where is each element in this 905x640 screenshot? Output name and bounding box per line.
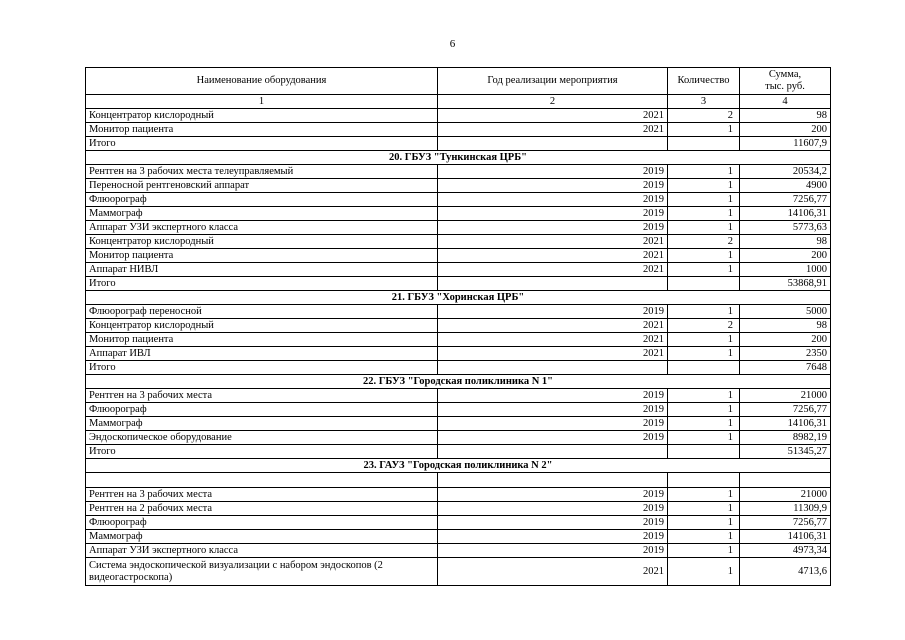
- quantity: 1: [668, 263, 740, 277]
- quantity: 2: [668, 235, 740, 249]
- equipment-name: Концентратор кислородный: [86, 319, 438, 333]
- sum-thousand-rub: 200: [740, 249, 831, 263]
- implementation-year: 2019: [438, 544, 668, 558]
- equipment-name: Флюорограф: [86, 516, 438, 530]
- total-row: [86, 137, 831, 151]
- sum-thousand-rub: 14106,31: [740, 417, 831, 431]
- sum-thousand-rub: 4713,6: [740, 558, 831, 586]
- quantity: 2: [668, 109, 740, 123]
- quantity: 1: [668, 193, 740, 207]
- header-equipment-name: Наименование оборудования: [86, 68, 438, 95]
- equipment-row: [86, 207, 831, 221]
- implementation-year: 2021: [438, 558, 668, 586]
- equipment-name: Маммограф: [86, 417, 438, 431]
- implementation-year: 2019: [438, 389, 668, 403]
- empty-cell: [438, 277, 668, 291]
- equipment-name: Система эндоскопической визуализации с набором эндоскопов (2 видеогастроскопа): [86, 558, 438, 586]
- total-row: [86, 445, 831, 459]
- empty-cell: [438, 137, 668, 151]
- total-label: Итого: [86, 445, 438, 459]
- empty-cell: [86, 473, 438, 488]
- implementation-year: 2019: [438, 207, 668, 221]
- empty-cell: [668, 473, 740, 488]
- implementation-year: 2019: [438, 403, 668, 417]
- quantity: 1: [668, 221, 740, 235]
- quantity: 1: [668, 347, 740, 361]
- section-header-row: [86, 459, 831, 473]
- header-sum: [740, 68, 831, 95]
- column-number: 3: [668, 95, 740, 109]
- equipment-row: [86, 165, 831, 179]
- table-body: [86, 109, 831, 586]
- sum-thousand-rub: 20534,2: [740, 165, 831, 179]
- equipment-row: [86, 249, 831, 263]
- equipment-row: [86, 530, 831, 544]
- implementation-year: 2021: [438, 319, 668, 333]
- total-label: Итого: [86, 361, 438, 375]
- section-title: 21. ГБУЗ "Хоринская ЦРБ": [86, 291, 831, 305]
- equipment-name: Аппарат УЗИ экспертного класса: [86, 221, 438, 235]
- equipment-name: Переносной рентгеновский аппарат: [86, 179, 438, 193]
- equipment-name: Монитор пациента: [86, 123, 438, 137]
- empty-cell: [668, 137, 740, 151]
- page-number: 6: [449, 38, 456, 50]
- header-sum-line1: Сумма,: [768, 69, 802, 80]
- quantity: 1: [668, 165, 740, 179]
- equipment-row: [86, 305, 831, 319]
- implementation-year: 2019: [438, 221, 668, 235]
- quantity: 1: [668, 249, 740, 263]
- equipment-row: [86, 333, 831, 347]
- implementation-year: 2021: [438, 109, 668, 123]
- equipment-row: [86, 109, 831, 123]
- equipment-row: [86, 235, 831, 249]
- sum-thousand-rub: 2350: [740, 347, 831, 361]
- equipment-row: [86, 193, 831, 207]
- quantity: 1: [668, 544, 740, 558]
- equipment-row: [86, 403, 831, 417]
- equipment-name: Аппарат УЗИ экспертного класса: [86, 544, 438, 558]
- sum-thousand-rub: 7256,77: [740, 193, 831, 207]
- equipment-row: [86, 502, 831, 516]
- sum-thousand-rub: 21000: [740, 488, 831, 502]
- sum-thousand-rub: 1000: [740, 263, 831, 277]
- equipment-name: Рентген на 2 рабочих места: [86, 502, 438, 516]
- equipment-row: [86, 558, 831, 586]
- section-title: 23. ГАУЗ "Городская поликлиника N 2": [86, 459, 831, 473]
- quantity: 1: [668, 123, 740, 137]
- equipment-row: [86, 516, 831, 530]
- equipment-row: [86, 319, 831, 333]
- section-header-row: [86, 291, 831, 305]
- empty-cell: [740, 473, 831, 488]
- equipment-name: Аппарат ИВЛ: [86, 347, 438, 361]
- sum-thousand-rub: 4973,34: [740, 544, 831, 558]
- table-header-row: [86, 68, 831, 95]
- quantity: 1: [668, 488, 740, 502]
- equipment-name: Эндоскопическое оборудование: [86, 431, 438, 445]
- equipment-name: Маммограф: [86, 530, 438, 544]
- total-sum: 7648: [740, 361, 831, 375]
- sum-thousand-rub: 14106,31: [740, 530, 831, 544]
- sum-thousand-rub: 5773,63: [740, 221, 831, 235]
- quantity: 1: [668, 530, 740, 544]
- sum-thousand-rub: 8982,19: [740, 431, 831, 445]
- equipment-name: Маммограф: [86, 207, 438, 221]
- equipment-name: Рентген на 3 рабочих места: [86, 389, 438, 403]
- column-number: 2: [438, 95, 668, 109]
- implementation-year: 2019: [438, 431, 668, 445]
- implementation-year: 2019: [438, 530, 668, 544]
- empty-cell: [668, 277, 740, 291]
- equipment-name: Аппарат НИВЛ: [86, 263, 438, 277]
- quantity: 1: [668, 502, 740, 516]
- sum-thousand-rub: 200: [740, 333, 831, 347]
- equipment-name: Концентратор кислородный: [86, 109, 438, 123]
- implementation-year: 2019: [438, 165, 668, 179]
- quantity: 1: [668, 417, 740, 431]
- implementation-year: 2019: [438, 502, 668, 516]
- implementation-year: 2021: [438, 123, 668, 137]
- total-row: [86, 277, 831, 291]
- equipment-name: Монитор пациента: [86, 333, 438, 347]
- blank-row: [86, 473, 831, 488]
- equipment-row: [86, 123, 831, 137]
- sum-thousand-rub: 21000: [740, 389, 831, 403]
- section-header-row: [86, 375, 831, 389]
- equipment-name: Рентген на 3 рабочих места телеуправляемый: [86, 165, 438, 179]
- header-year: Год реализации мероприятия: [438, 68, 668, 95]
- equipment-row: [86, 544, 831, 558]
- quantity: 1: [668, 179, 740, 193]
- sum-thousand-rub: 7256,77: [740, 516, 831, 530]
- equipment-row: [86, 179, 831, 193]
- equipment-row: [86, 263, 831, 277]
- sum-thousand-rub: 200: [740, 123, 831, 137]
- total-sum: 11607,9: [740, 137, 831, 151]
- total-label: Итого: [86, 137, 438, 151]
- equipment-name: Флюорограф переносной: [86, 305, 438, 319]
- equipment-row: [86, 417, 831, 431]
- empty-cell: [438, 361, 668, 375]
- equipment-row: [86, 347, 831, 361]
- header-quantity: Количество: [668, 68, 740, 95]
- implementation-year: 2019: [438, 488, 668, 502]
- section-title: 22. ГБУЗ "Городская поликлиника N 1": [86, 375, 831, 389]
- equipment-name: Концентратор кислородный: [86, 235, 438, 249]
- quantity: 1: [668, 558, 740, 586]
- quantity: 1: [668, 389, 740, 403]
- sum-thousand-rub: 98: [740, 109, 831, 123]
- total-row: [86, 361, 831, 375]
- section-header-row: [86, 151, 831, 165]
- equipment-row: [86, 389, 831, 403]
- total-sum: 51345,27: [740, 445, 831, 459]
- sum-thousand-rub: 98: [740, 235, 831, 249]
- empty-cell: [438, 445, 668, 459]
- implementation-year: 2019: [438, 305, 668, 319]
- column-number: 4: [740, 95, 831, 109]
- column-number-row: [86, 95, 831, 109]
- empty-cell: [668, 361, 740, 375]
- equipment-row: [86, 488, 831, 502]
- quantity: 1: [668, 207, 740, 221]
- sum-thousand-rub: 4900: [740, 179, 831, 193]
- implementation-year: 2021: [438, 235, 668, 249]
- implementation-year: 2019: [438, 179, 668, 193]
- equipment-name: Флюорограф: [86, 403, 438, 417]
- equipment-name: Флюорограф: [86, 193, 438, 207]
- column-number: 1: [86, 95, 438, 109]
- equipment-name: Монитор пациента: [86, 249, 438, 263]
- quantity: 1: [668, 431, 740, 445]
- implementation-year: 2019: [438, 417, 668, 431]
- sum-thousand-rub: 5000: [740, 305, 831, 319]
- total-label: Итого: [86, 277, 438, 291]
- header-sum-line2: тыс. руб.: [765, 81, 805, 92]
- sum-thousand-rub: 11309,9: [740, 502, 831, 516]
- quantity: 1: [668, 516, 740, 530]
- quantity: 2: [668, 319, 740, 333]
- empty-cell: [438, 473, 668, 488]
- sum-thousand-rub: 7256,77: [740, 403, 831, 417]
- equipment-table: [85, 67, 831, 586]
- sum-thousand-rub: 14106,31: [740, 207, 831, 221]
- total-sum: 53868,91: [740, 277, 831, 291]
- implementation-year: 2021: [438, 263, 668, 277]
- empty-cell: [668, 445, 740, 459]
- implementation-year: 2021: [438, 249, 668, 263]
- sum-thousand-rub: 98: [740, 319, 831, 333]
- implementation-year: 2019: [438, 516, 668, 530]
- implementation-year: 2021: [438, 333, 668, 347]
- quantity: 1: [668, 403, 740, 417]
- equipment-name: Рентген на 3 рабочих места: [86, 488, 438, 502]
- equipment-row: [86, 431, 831, 445]
- section-title: 20. ГБУЗ "Тункинская ЦРБ": [86, 151, 831, 165]
- implementation-year: 2019: [438, 193, 668, 207]
- implementation-year: 2021: [438, 347, 668, 361]
- quantity: 1: [668, 333, 740, 347]
- quantity: 1: [668, 305, 740, 319]
- equipment-row: [86, 221, 831, 235]
